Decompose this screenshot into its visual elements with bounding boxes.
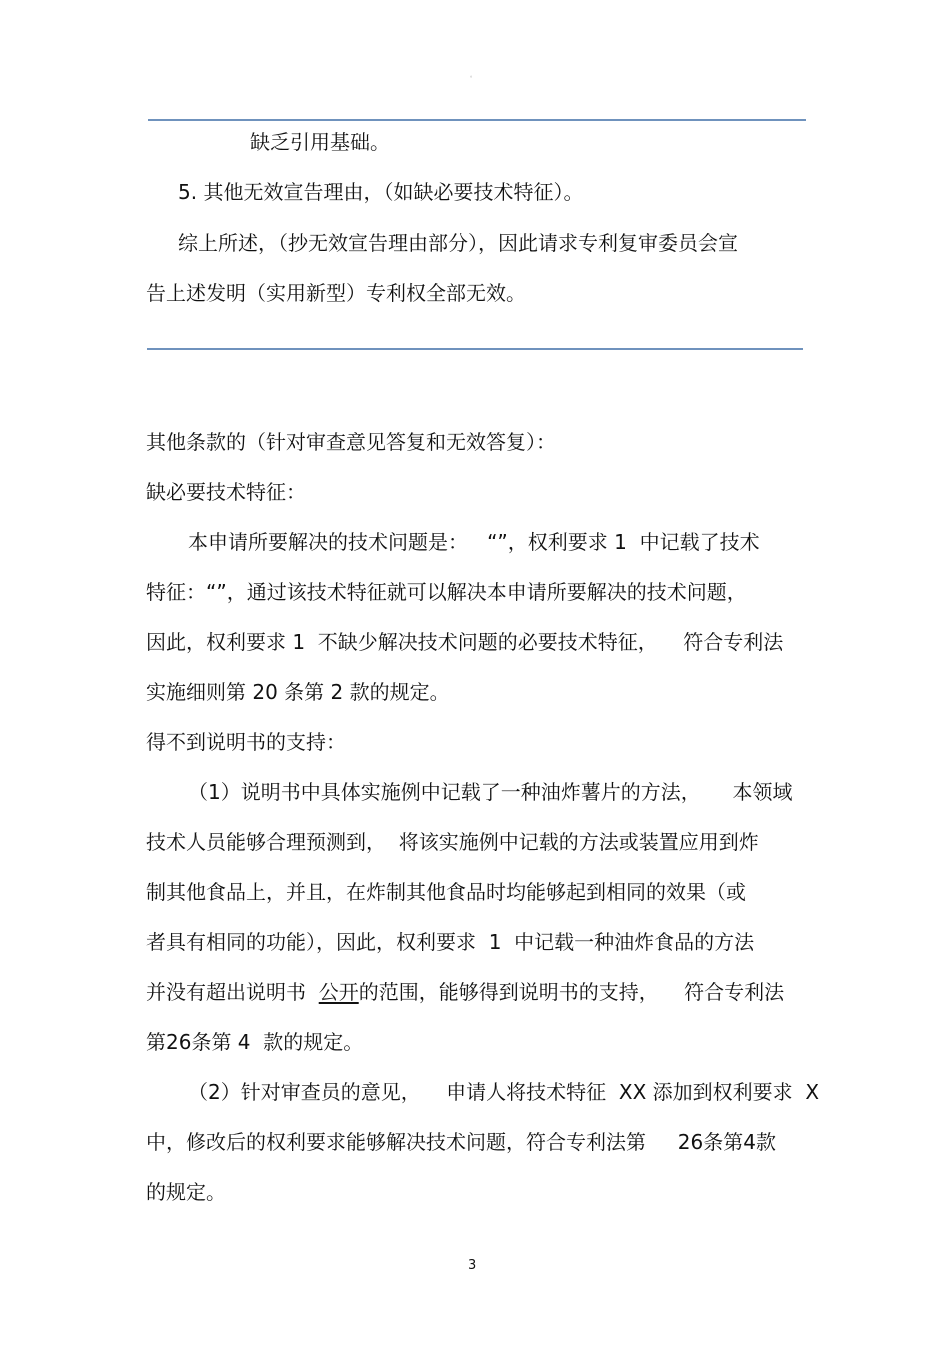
- text-line: （1）说明书中具体实施例中记载了一种油炸薯片的方法， 本领域: [188, 780, 793, 804]
- section-heading: 其他条款的（针对审查意见答复和无效答复）：: [146, 430, 556, 454]
- text-line: [146, 978, 784, 1006]
- subheading: 缺必要技术特征：: [146, 480, 306, 504]
- top-divider: [148, 119, 806, 121]
- text-segment: 的范围，能够得到说明书的支持， 符合专利法: [358, 980, 785, 1004]
- text-line: 中，修改后的权利要求能够解决技术问题，符合专利法第 26条第4款: [146, 1130, 776, 1154]
- underlined-term: 公开: [318, 980, 359, 1004]
- text-segment: 并没有超出说明书: [146, 980, 319, 1004]
- text-line: 者具有相同的功能），因此，权利要求 1 中记载一种油炸食品的方法: [146, 930, 755, 954]
- page-number: 3: [468, 1258, 477, 1273]
- bottom-divider: [147, 348, 803, 350]
- text-line: 缺乏引用基础。: [250, 130, 390, 154]
- text-line: 的规定。: [146, 1180, 226, 1204]
- text-line: 实施细则第 20 条第 2 款的规定。: [146, 680, 450, 704]
- text-line: 告上述发明（实用新型）专利权全部无效。: [146, 281, 526, 305]
- text-line: 因此，权利要求 1 不缺少解决技术问题的必要技术特征， 符合专利法: [146, 630, 784, 654]
- text-line: 第26条第 4 款的规定。: [146, 1030, 364, 1054]
- text-line: 综上所述，（抄无效宣告理由部分），因此请求专利复审委员会宣: [178, 231, 738, 255]
- text-line: 5. 其他无效宣告理由，（如缺必要技术特征）。: [178, 180, 584, 204]
- text-line: 制其他食品上，并且，在炸制其他食品时均能够起到相同的效果（或: [146, 880, 746, 904]
- text-line: 技术人员能够合理预测到， 将该实施例中记载的方法或装置应用到炸: [146, 830, 759, 854]
- header-mark: 。: [470, 72, 477, 79]
- text-line: 本申请所要解决的技术问题是： “”，权利要求 1 中记载了技术: [188, 530, 760, 554]
- text-line: 特征：“”，通过该技术特征就可以解决本申请所要解决的技术问题，: [146, 580, 747, 604]
- text-line: （2）针对审查员的意见， 申请人将技术特征 XX 添加到权利要求 X: [188, 1080, 820, 1104]
- subheading: 得不到说明书的支持：: [146, 730, 346, 754]
